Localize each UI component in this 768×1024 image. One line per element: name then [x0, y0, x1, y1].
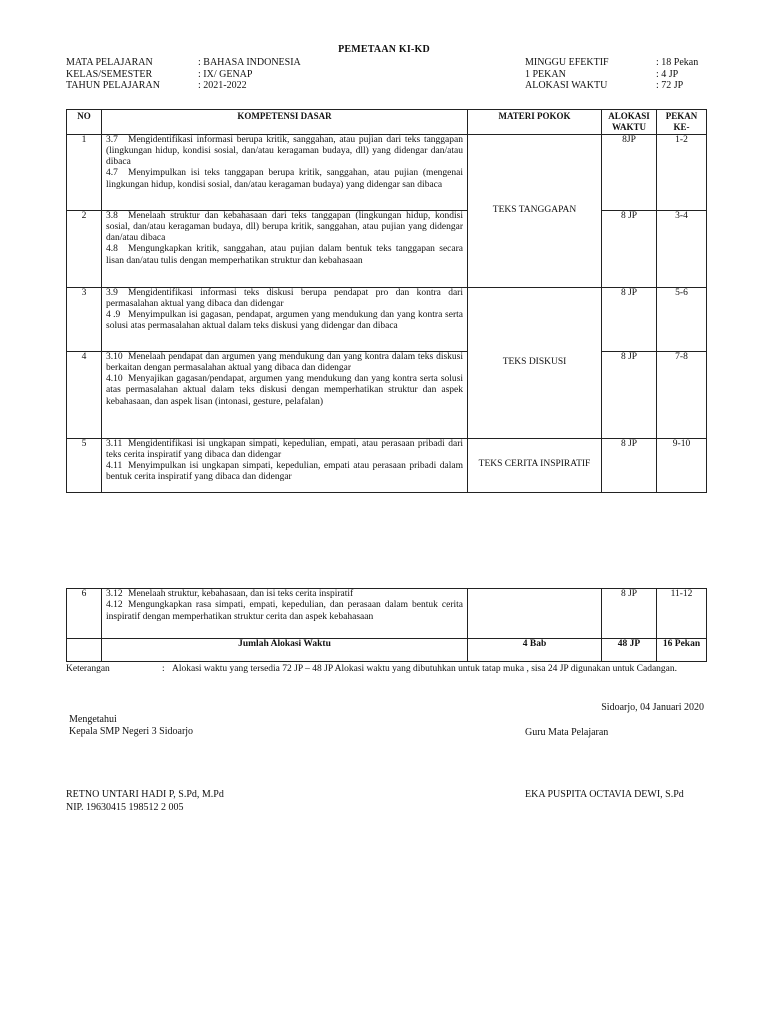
header-left [66, 57, 301, 92]
left-sign-name: RETNO UNTARI HADI P, S.Pd, M.Pd [66, 789, 224, 800]
row-no: 2 [67, 210, 102, 287]
header-value: : 18 Pekan [656, 57, 699, 68]
header-label: 1 PEKAN [525, 68, 566, 80]
header-label: TAHUN PELAJARAN [66, 80, 160, 91]
materi-pokok-cell: TEKS TANGGAPAN [468, 134, 602, 287]
header-value: : IX/ GENAP [198, 68, 253, 80]
keterangan-separator: : [162, 664, 165, 674]
header-row [66, 80, 301, 92]
header-value: : 4 JP [656, 68, 679, 80]
pekan-cell: 9-10 [657, 438, 707, 492]
kd-text: Menyimpulkan isi teks tanggapan berupa kritik, sanggahan, atau pujian (mengenai lingkungan hidup, kondisi sosial, dan/atau keragaman budaya) yang didengar san dibaca [106, 168, 463, 190]
kd-item [106, 461, 463, 484]
table-row [67, 351, 707, 438]
kd-table-continued [66, 588, 707, 662]
table-header-row [67, 110, 707, 135]
col-pekan-ke: PEKAN KE- [657, 110, 707, 135]
kd-number: 4 .9 [106, 310, 121, 321]
row-no: 3 [67, 287, 102, 351]
col-alokasi-waktu: ALOKASI WAKTU [602, 110, 657, 135]
kd-item [106, 589, 463, 600]
kd-item [106, 168, 463, 191]
header-label: MATA PELAJARAN [66, 57, 153, 68]
kd-number: 3.11 [106, 438, 123, 449]
table-row [67, 287, 707, 351]
left-sign-nip: NIP. 19630415 198512 2 005 [66, 802, 184, 813]
header-value: : 2021-2022 [198, 80, 247, 91]
kd-number: 4.10 [106, 374, 123, 385]
header-label: ALOKASI WAKTU [525, 80, 608, 91]
table-row [67, 134, 707, 210]
left-signature-block [69, 714, 193, 738]
kd-item [106, 310, 463, 333]
kd-table [66, 109, 707, 493]
kd-number: 3.9 [106, 287, 118, 298]
header-row [66, 57, 301, 69]
alokasi-cell: 8 JP [602, 589, 657, 639]
col-no: NO [67, 110, 102, 135]
kd-item [106, 211, 463, 245]
kd-item [106, 600, 463, 623]
alokasi-cell: 8 JP [602, 287, 657, 351]
kd-item [106, 135, 463, 169]
pekan-cell: 11-12 [657, 589, 707, 639]
kd-cell [102, 589, 468, 639]
right-sign-name: EKA PUSPITA OCTAVIA DEWI, S.Pd [525, 789, 684, 800]
pekan-cell: 3-4 [657, 210, 707, 287]
kd-number: 4.11 [106, 461, 123, 472]
kd-text: Menelaah pendapat dan argumen yang mendukung dan yang kontra dalam teks diskusi berkaitan dengan permasalahan aktual yang dibaca dan didengar [106, 351, 463, 373]
pekan-cell: 7-8 [657, 351, 707, 438]
kd-cell [102, 210, 468, 287]
left-sign-line2: Kepala SMP Negeri 3 Sidoarjo [69, 726, 194, 737]
kd-cell [102, 287, 468, 351]
kd-text: Mengungkapkan rasa simpati, empati, kepedulian, dan perasaan dalam bentuk cerita inspiratif dengan memperhatikan struktur cerita dan aspek kebahasaan [106, 600, 463, 622]
kd-text: Menelaah struktur, kebahasaan, dan isi teks cerita inspiratif [128, 589, 354, 599]
kd-number: 4.7 [106, 168, 118, 179]
kd-cell [102, 438, 468, 492]
header-value: : BAHASA INDONESIA [198, 57, 301, 68]
row-no: 6 [67, 589, 102, 639]
keterangan-label: Keterangan [66, 664, 110, 674]
total-pekan: 16 Pekan [657, 639, 707, 662]
place-date: Sidoarjo, 04 Januari 2020 [601, 702, 704, 713]
header-label: KELAS/SEMESTER [66, 68, 153, 80]
total-jp: 48 JP [602, 639, 657, 662]
left-sign-line1: Mengetahui [69, 714, 117, 725]
total-row [67, 639, 707, 662]
kd-item [106, 288, 463, 311]
kd-text: Menyimpulkan isi ungkapan simpati, kepedulian, empati atau perasaan pribadi dalam bentuk cerita inspiratif yang dibaca dan didengar [106, 461, 463, 483]
page-title: PEMETAAN KI-KD [338, 44, 430, 55]
kd-item [106, 244, 463, 267]
row-no: 4 [67, 351, 102, 438]
pekan-cell: 5-6 [657, 287, 707, 351]
col-materi-pokok: MATERI POKOK [468, 110, 602, 135]
kd-number: 4.8 [106, 244, 118, 255]
total-bab: 4 Bab [468, 639, 602, 662]
kd-text: Menelaah struktur dan kebahasaan dari teks tanggapan (lingkungan hidup, kondisi sosial, dan/atau keragaman budaya, dll) berupa kritik, sanggahan, atau pujian yang didengar dan/atau dibaca [106, 210, 463, 244]
row-no: 5 [67, 438, 102, 492]
kd-text: Mengungkapkan kritik, sanggahan, atau pujian dalam bentuk teks tanggapan secara lisan dan/atau tulis dengan memperhatikan struktur dan kebahasaan [106, 244, 463, 266]
table-row [67, 438, 707, 492]
alokasi-cell: 8JP [602, 134, 657, 210]
header-value: : 72 JP [656, 80, 684, 91]
kd-item [106, 374, 463, 408]
header-label: MINGGU EFEKTIF [525, 57, 609, 68]
header-row [525, 69, 698, 81]
kd-text: Menyajikan gagasan/pendapat, argumen yang mendukung dan yang kontra serta solusi atas permasalahan aktual dalam teks diskusi dengan memperhatikan struktur dan aspek kebahasaan, dan aspek lisan (intonasi, gesture, pelafalan) [106, 374, 463, 407]
pekan-cell: 1-2 [657, 134, 707, 210]
kd-text: Mengidentifikasi isi ungkapan simpati, kepedulian, empati, atau perasaan pribadi dari teks cerita inspiratif yang dibaca dan didengar [106, 438, 463, 460]
kd-text: Mengidentifikasi informasi berupa kritik, sanggahan, atau pujian dari teks tanggapan (lingkungan hidup, kondisi sosial, dan/atau keragaman budaya, dll) yang didengar dan/atau dibaca [106, 134, 463, 168]
header-right [525, 57, 698, 92]
alokasi-cell: 8 JP [602, 438, 657, 492]
kd-number: 3.12 [106, 589, 123, 599]
header-row [525, 57, 698, 69]
kd-item [106, 352, 463, 375]
total-blank-cell [67, 639, 102, 662]
kd-number: 3.10 [106, 351, 123, 362]
kd-cell [102, 351, 468, 438]
materi-pokok-cell: TEKS DISKUSI [468, 287, 602, 438]
total-label: Jumlah Alokasi Waktu [102, 639, 468, 662]
table-row [67, 210, 707, 287]
kd-number: 3.7 [106, 134, 118, 145]
header-row [66, 69, 301, 81]
alokasi-cell: 8 JP [602, 351, 657, 438]
kd-number: 4.12 [106, 600, 123, 611]
right-sign-role: Guru Mata Pelajaran [525, 727, 609, 738]
kd-text: Menyimpulkan isi gagasan, pendapat, argumen yang mendukung dan yang kontra serta solusi atas permasalahan aktual dalam teks diskusi yang didengar dan dibaca [106, 310, 463, 332]
keterangan [66, 664, 711, 675]
kd-number: 3.8 [106, 210, 118, 221]
kd-cell [102, 134, 468, 210]
kd-text: Mengidentifikasi informasi teks diskusi berupa pendapat pro dan kontra dari permasalahan aktual yang dibaca dan didengar [106, 287, 463, 309]
header-row [525, 80, 698, 92]
materi-pokok-cell: TEKS CERITA INSPIRATIF [468, 438, 602, 492]
table-row [67, 589, 707, 639]
keterangan-text: Alokasi waktu yang tersedia 72 JP – 48 JP Alokasi waktu yang dibutuhkan untuk tatap muka , sisa 24 JP digunakan untuk Cadangan. [172, 664, 678, 674]
col-kompetensi-dasar: KOMPETENSI DASAR [102, 110, 468, 135]
materi-pokok-cell [468, 589, 602, 639]
alokasi-cell: 8 JP [602, 210, 657, 287]
row-no: 1 [67, 134, 102, 210]
kd-item [106, 439, 463, 462]
